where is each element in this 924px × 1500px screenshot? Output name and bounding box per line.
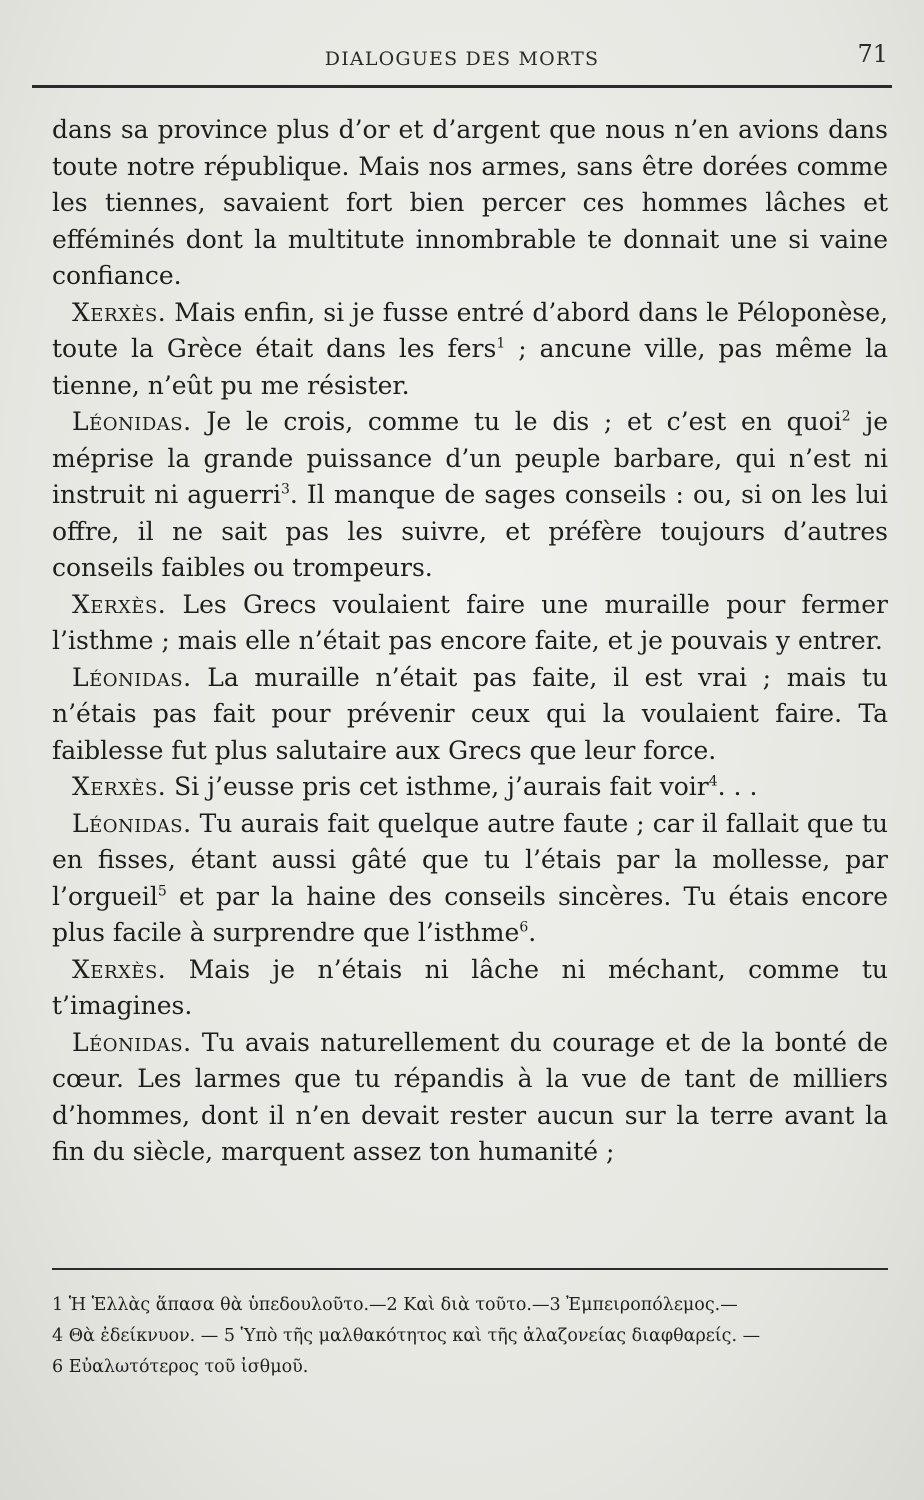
paragraph-xerxes-1: Xerxès. Mais enfin, si je fusse entré d’abord dans le Péloponèse, toute la Grèce était dans les fers$^1$ ; ancune ville, pas même la tienne, n’eût pu me résister.: [52, 297, 888, 400]
speaker-name: Léonidas.: [72, 407, 192, 436]
footnote-line: 1 Ἡ Ἑλλὰς ἅπασα θὰ ὑπεδουλοῦτο.—2 Καὶ διὰ τοῦτο.—3 Ἐμπειροπόλεμος.—: [52, 1295, 738, 1315]
speaker-name: Léonidas.: [72, 808, 192, 838]
footnote-ref: 2: [841, 408, 851, 425]
speaker-name: Xerxès.: [72, 297, 167, 327]
paragraph-leonidas-3: Léonidas. Tu aurais fait quelque autre faute ; car il fallait que tu en fisses, étant aussi gâté que tu l’étais par la mollesse, par l’orgueil$^5$ et par la haine des conseils sincères. Tu étais encore plus facile à surprendre que l’isthme$^6$.: [52, 808, 888, 947]
footnote-ref: 1: [496, 335, 506, 352]
paragraph-xerxes-3: Xerxès. Si j’eusse pris cet isthme, j’aurais fait voir$^4$. . .: [72, 772, 758, 801]
footnote-ref: 4: [708, 773, 718, 790]
paragraph-xerxes-2: Xerxès. Les Grecs voulaient faire une muraille pour fermer l’isthme ; mais elle n’était pas encore faite, et je pouvais y entrer.: [52, 589, 888, 655]
footnotes: [52, 1290, 888, 1383]
paragraph-leonidas-4: Léonidas. Tu avais naturellement du courage et de la bonté de cœur. Les larmes que tu répandis à la vue de tant de milliers d’hommes, dont il n’en devait rester aucun sur la terre avant la fin du siècle, marquent assez ton humanité ;: [52, 1027, 888, 1166]
running-title: DIALOGUES DES MORTS: [324, 48, 600, 70]
speaker-name: Xerxès.: [72, 772, 167, 801]
footnote-rule: [52, 1268, 888, 1270]
paragraph-xerxes-4: Xerxès. Mais je n’étais ni lâche ni méchant, comme tu t’imagines.: [52, 954, 888, 1020]
footnote-ref: 3: [281, 481, 290, 498]
header-rule: [32, 85, 892, 88]
page-header: [32, 40, 892, 80]
paragraph-continuation: dans sa province plus d’or et d’argent que nous n’en avions dans toute notre république. Mais nos armes, sans être dorées comme les tiennes, savaient fort bien percer ces hommes lâches et efféminés dont la multitute innombrable te donnait une si vaine confiance.: [52, 115, 888, 290]
footnote-ref: 6: [519, 919, 529, 936]
page-number: 71: [857, 40, 888, 68]
paragraph-leonidas-1: Léonidas. Je le crois, comme tu le dis ; et c’est en quoi$^2$ je méprise la grande puissance d’un peuple barbare, qui n’est ni instruit ni aguerri$^3$. Il manque de sages conseils : ou, si on les lui offre, il ne sait pas les suivre, et préfère toujours d’autres conseils faibles ou trompeurs.: [52, 407, 889, 582]
speaker-name: Léonidas.: [72, 1027, 192, 1057]
footnote-line: 6 Εὐαλωτότερος τοῦ ἰσθμοῦ.: [52, 1357, 309, 1377]
speaker-name: Xerxès.: [72, 954, 167, 984]
dialogue-body: [52, 112, 888, 1171]
footnote-ref: 5: [157, 883, 167, 900]
speaker-name: Xerxès.: [72, 589, 167, 619]
paragraph-leonidas-2: Léonidas. La muraille n’était pas faite, il est vrai ; mais tu n’étais pas fait pour prévenir ceux qui la voulaient faire. Ta faiblesse fut plus salutaire aux Grecs que leur force.: [52, 662, 888, 765]
speaker-name: Léonidas.: [72, 662, 192, 692]
footnote-line: 4 Θὰ ἐδείκνυον. — 5 Ὑπὸ τῆς μαλθακότητος καὶ τῆς ἀλαζονείας διαφθαρείς. —: [52, 1326, 761, 1346]
